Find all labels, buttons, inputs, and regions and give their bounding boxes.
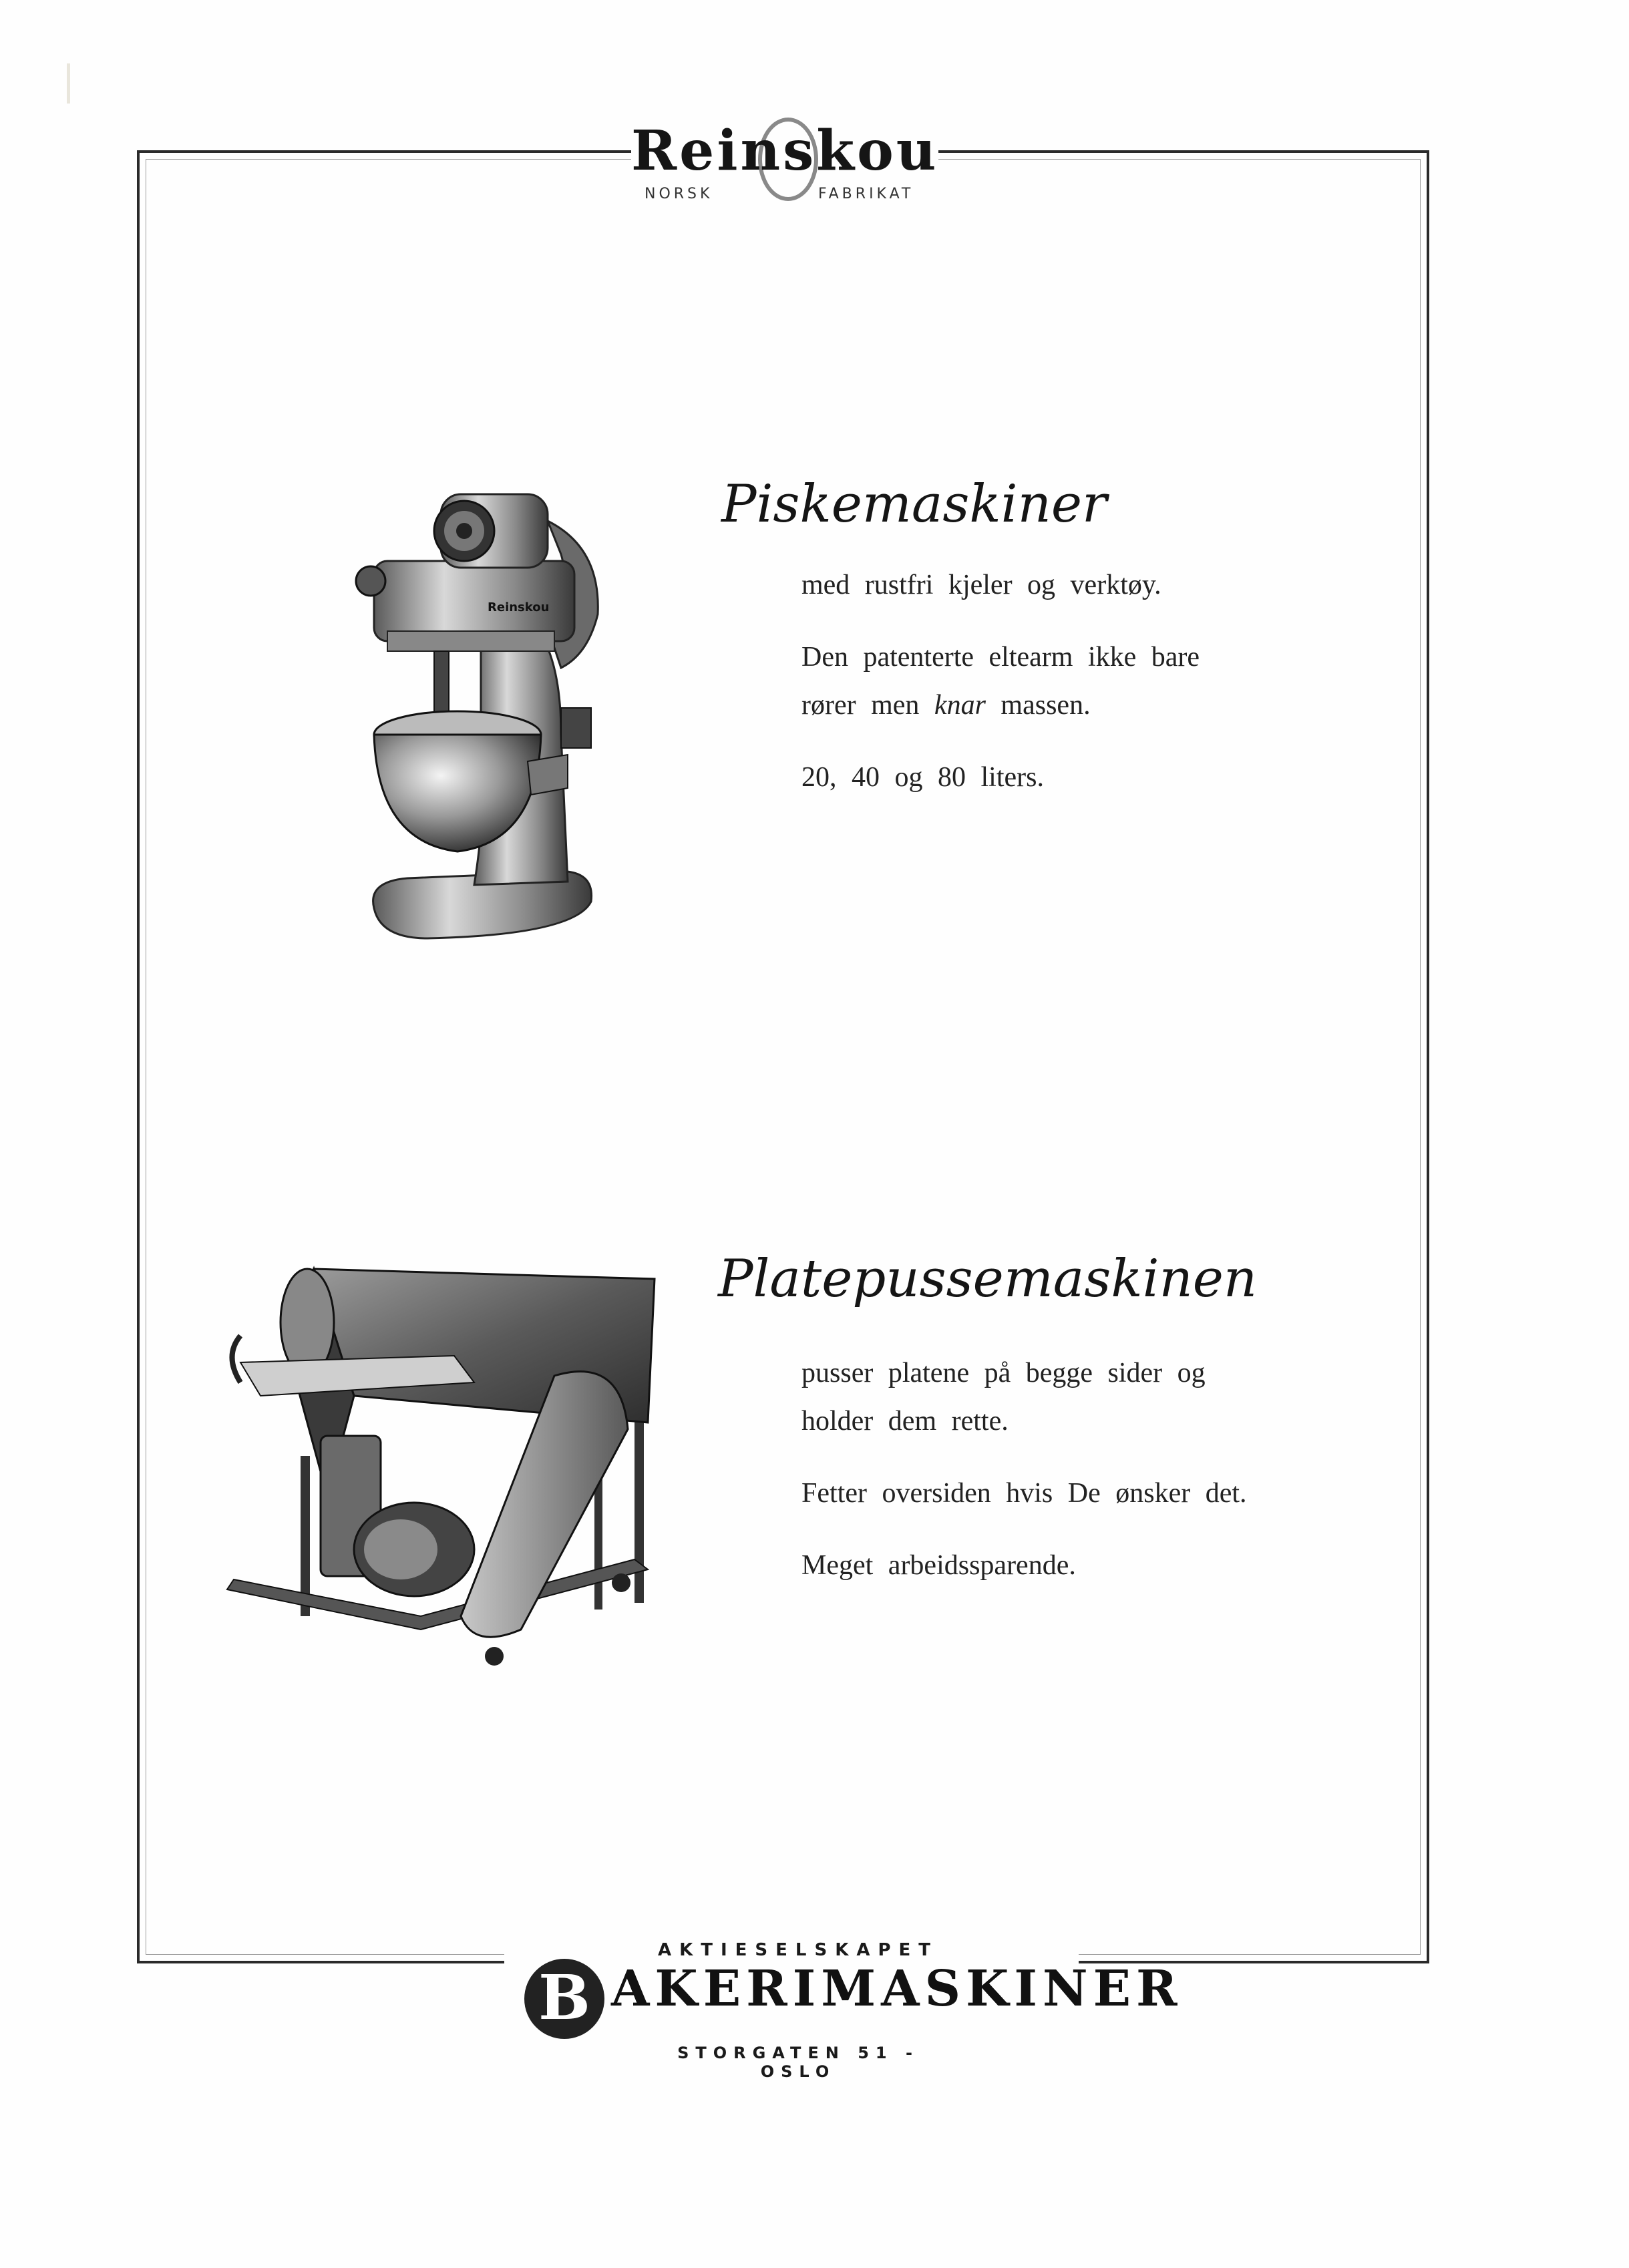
- scan-artifact: [67, 63, 70, 104]
- logo-subtitle-right: FABRIKAT: [818, 186, 914, 202]
- polisher-paragraph-2: Fetter oversiden hvis De ønsker det.: [801, 1478, 1247, 1509]
- section-body-mixer: [801, 561, 1242, 825]
- bakerimaskiner-logo: [504, 1940, 1183, 2081]
- logo-initial: B: [538, 1961, 590, 2034]
- mixer-paragraph-3: 20, 40 og 80 liters.: [801, 762, 1044, 793]
- logo-address: STORGATEN 51 - OSLO: [677, 2044, 919, 2081]
- mixer-paragraph-2-emphasis: knar: [934, 690, 986, 721]
- logo-company-name-text: AKERIMASKINER: [611, 1960, 1183, 2018]
- mixer-illustration: [347, 467, 628, 948]
- gear-icon: [524, 1959, 604, 2039]
- mixer-paragraph-2-line-2a: rører men: [801, 690, 920, 721]
- reinskou-logo: [631, 112, 938, 212]
- logo-brand-name: Reinskou: [631, 119, 939, 183]
- section-title-mixer: Piskemaskiner: [721, 474, 1107, 534]
- polisher-paragraph-1: pusser platene på begge sider og holder dem rette.: [801, 1358, 1206, 1437]
- mixer-paragraph-2-line-1: Den patenterte eltearm ikke bare: [801, 642, 1200, 673]
- mixer-paragraph-2: [801, 633, 1242, 729]
- logo-company-name: [611, 1960, 1183, 2018]
- section-body-plate-polisher: [801, 1349, 1249, 1614]
- plate-polisher-illustration: [220, 1256, 701, 1696]
- logo-subtitle-left: NORSK: [645, 186, 713, 202]
- mixer-paragraph-1: med rustfri kjeler og verktøy.: [801, 570, 1161, 600]
- mixer-brand-plate: Reinskou: [488, 600, 550, 614]
- mixer-paragraph-2-line-2b: massen.: [1001, 690, 1091, 721]
- section-title-plate-polisher: Platepussemaskinen: [718, 1249, 1258, 1309]
- logo-company-type: AKTIESELSKAPET: [657, 1940, 939, 1960]
- polisher-paragraph-3: Meget arbeidssparende.: [801, 1550, 1076, 1581]
